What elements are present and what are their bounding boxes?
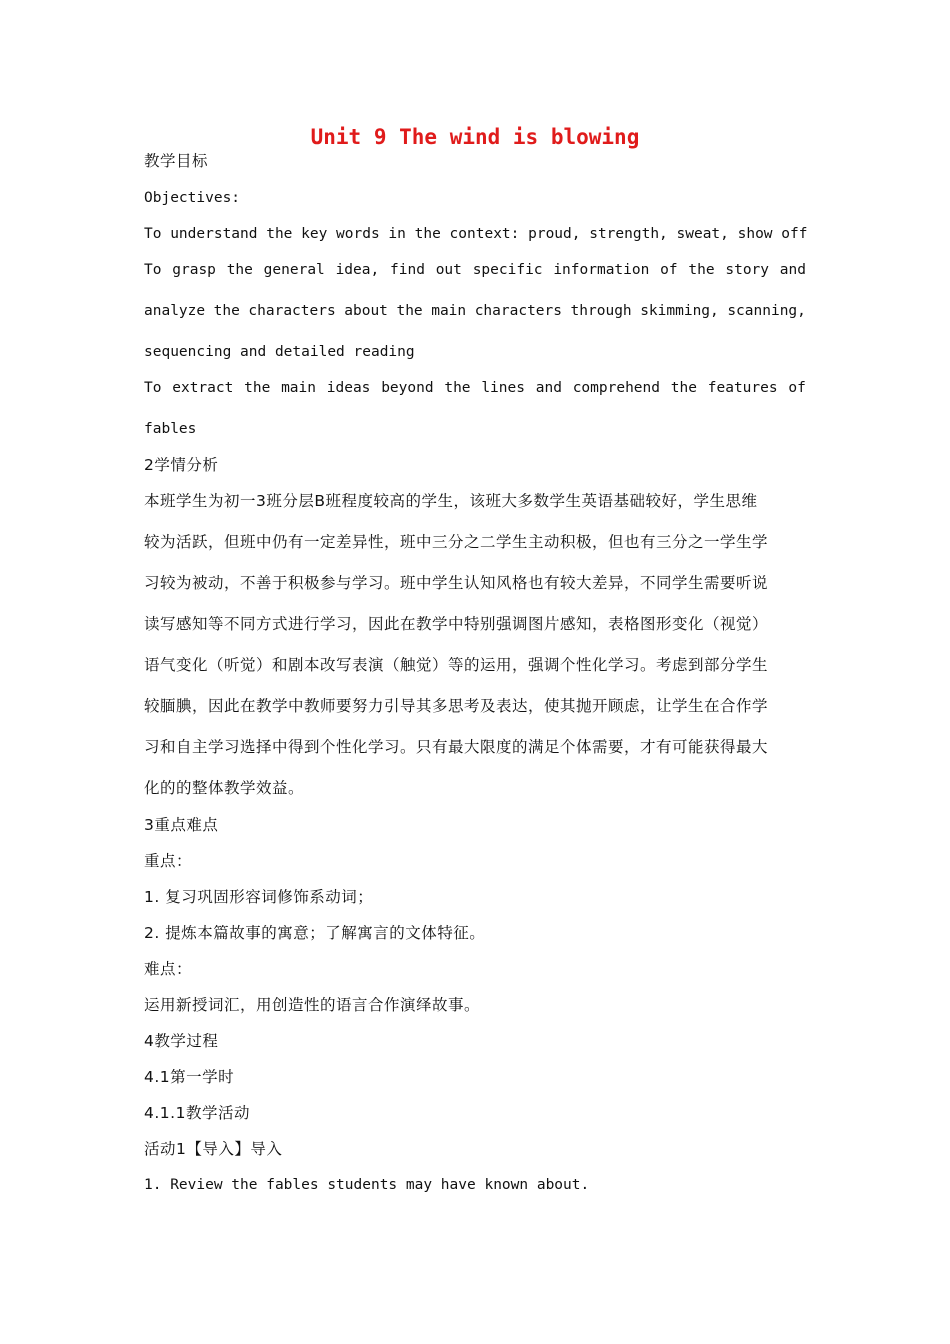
analysis-line: 本班学生为初一3班分层B班程度较高的学生，该班大多数学生英语基础较好，学生思维 xyxy=(144,492,758,510)
analysis-line: 语气变化（听觉）和剧本改写表演（触觉）等的运用，强调个性化学习。考虑到部分学生 xyxy=(144,656,769,674)
word: find xyxy=(390,262,425,278)
word: scanning, xyxy=(727,303,806,319)
word: about xyxy=(344,303,388,319)
word: story xyxy=(725,262,770,278)
objective-3-line-2: fables xyxy=(144,421,197,437)
objective-2-line-3: sequencing and detailed reading xyxy=(144,344,415,360)
word: and xyxy=(535,380,562,396)
word: comprehend xyxy=(572,380,661,396)
word: specific xyxy=(472,262,543,278)
word: lines xyxy=(481,380,525,396)
word: the xyxy=(226,262,253,278)
word: information xyxy=(553,262,650,278)
word: main xyxy=(431,303,467,319)
difficulties-label: 难点： xyxy=(144,960,193,978)
word: of xyxy=(788,380,806,396)
word: grasp xyxy=(172,262,216,278)
document-title: Unit 9 The wind is blowing xyxy=(310,125,640,149)
word: the xyxy=(688,262,715,278)
word: the xyxy=(444,380,471,396)
word: the xyxy=(244,380,271,396)
objective-1: To understand the key words in the context: proud, strength, sweat, show off xyxy=(144,226,808,242)
analysis-line: 化的的整体教学效益。 xyxy=(144,779,305,797)
subsection-heading: 4.1.1教学活动 xyxy=(144,1104,250,1122)
objective-2-line-2 xyxy=(144,300,806,322)
word: analyze xyxy=(144,303,206,319)
key-points-label: 重点： xyxy=(144,852,193,870)
word: main xyxy=(281,380,316,396)
word: ideas xyxy=(326,380,371,396)
section-heading-key-points: 3重点难点 xyxy=(144,816,219,834)
analysis-line: 读写感知等不同方式进行学习，因此在教学中特别强调图片感知，表格图形变化（视觉） xyxy=(144,615,769,633)
section-heading-objectives-cn: 教学目标 xyxy=(144,152,209,170)
word: characters xyxy=(474,303,562,319)
section-heading-process: 4教学过程 xyxy=(144,1032,219,1050)
objective-2-line-1 xyxy=(144,259,806,281)
word: and xyxy=(779,262,806,278)
analysis-line: 习较为被动，不善于积极参与学习。班中学生认知风格也有较大差异，不同学生需要听说 xyxy=(144,574,769,592)
word: characters xyxy=(248,303,336,319)
analysis-line: 较腼腆，因此在教学中教师要努力引导其多思考及表达，使其抛开顾虑，让学生在合作学 xyxy=(144,697,769,715)
word: the xyxy=(670,380,697,396)
word: the xyxy=(396,303,423,319)
word: To xyxy=(144,380,162,396)
subsection-heading: 4.1第一学时 xyxy=(144,1068,235,1086)
word: idea, xyxy=(335,262,380,278)
word: beyond xyxy=(381,380,434,396)
word: features xyxy=(707,380,778,396)
word: general xyxy=(263,262,325,278)
word: skimming, xyxy=(640,303,719,319)
word: of xyxy=(660,262,678,278)
word: out xyxy=(435,262,462,278)
word: To xyxy=(144,262,162,278)
analysis-line: 习和自主学习选择中得到个性化学习。只有最大限度的满足个体需要，才有可能获得最大 xyxy=(144,738,769,756)
key-point-item: 1. 复习巩固形容词修饰系动词； xyxy=(144,888,374,906)
key-point-item: 2. 提炼本篇故事的寓意；了解寓言的文体特征。 xyxy=(144,924,486,942)
objectives-label: Objectives: xyxy=(144,190,241,206)
section-heading-analysis: 2学情分析 xyxy=(144,456,219,474)
objective-3-line-1 xyxy=(144,377,806,399)
difficulty-item: 运用新授词汇，用创造性的语言合作演绎故事。 xyxy=(144,996,481,1014)
analysis-line: 较为活跃，但班中仍有一定差异性，班中三分之二学生主动积极，但也有三分之一学生学 xyxy=(144,533,769,551)
word: through xyxy=(570,303,632,319)
word: the xyxy=(213,303,240,319)
word: extract xyxy=(172,380,234,396)
activity-item: 1. Review the fables students may have known about. xyxy=(144,1177,590,1193)
activity-heading: 活动1【导入】导入 xyxy=(144,1140,283,1158)
